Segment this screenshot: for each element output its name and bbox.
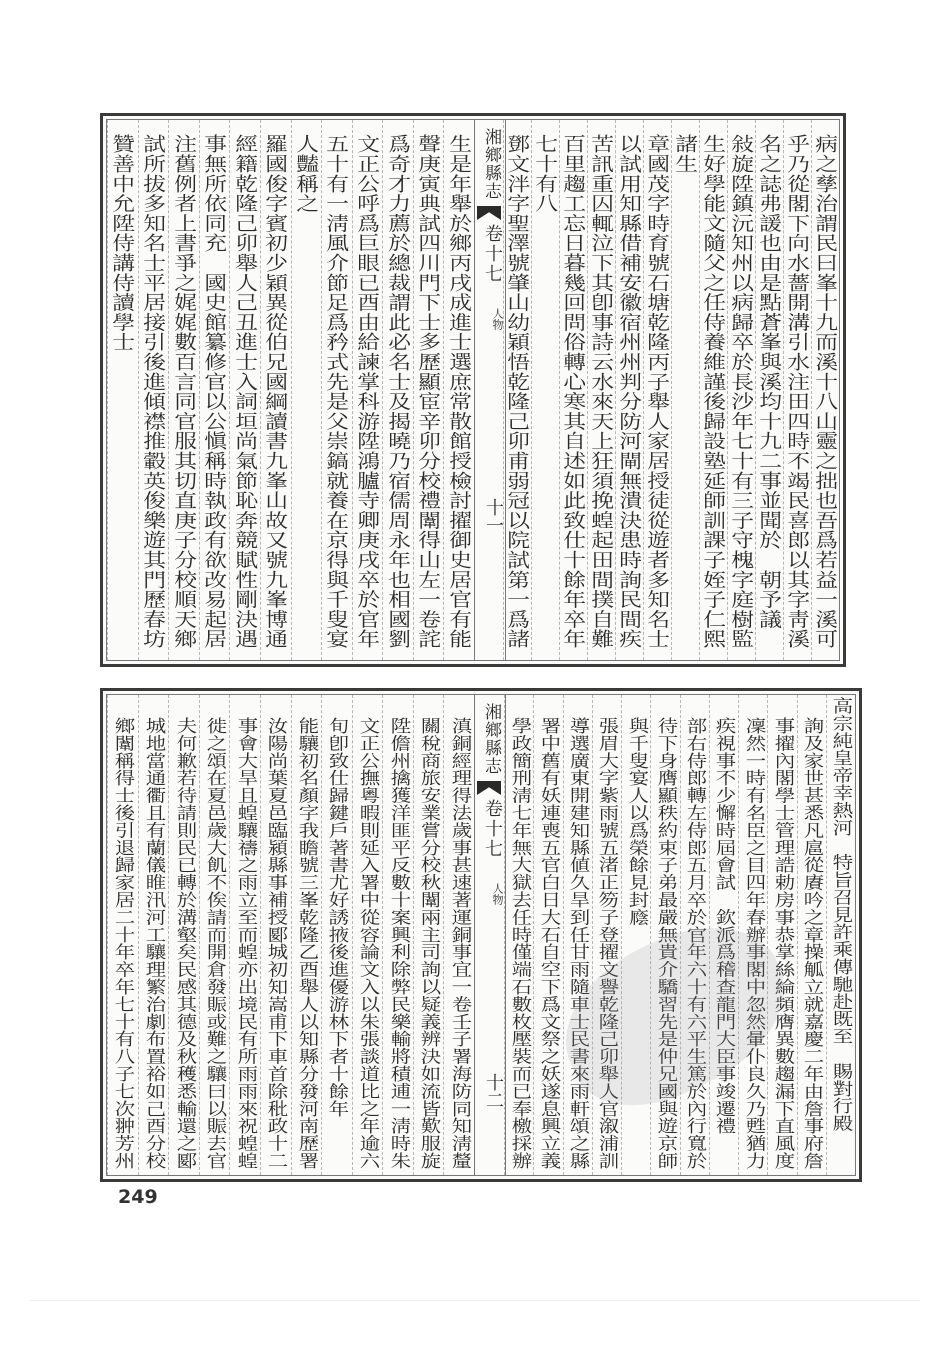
section-label: 人物	[491, 883, 504, 905]
column-text: 試所拔多知名士平居接引後進傾襟推轂英俊樂遊其門歷春坊	[139, 134, 167, 649]
column-text: 部右侍郎轉左侍郎五月卒於官年六十有六平生篤於內行寬於	[682, 717, 707, 1170]
text-column	[443, 120, 474, 660]
text-column	[321, 695, 352, 1175]
column-text: 凜然一時有名臣之目四年春辦事閣中忽然暈仆良久乃甦猶力	[740, 717, 765, 1170]
folio-number: 十二	[483, 1073, 504, 1109]
text-column	[291, 120, 322, 660]
text-column	[587, 120, 615, 660]
text-column	[563, 695, 592, 1175]
column-text: 導選廣東開建知縣値久旱到任甘雨隨車士民書來雨軒頌之縣	[565, 717, 590, 1170]
text-column	[443, 695, 474, 1175]
center-fold-band	[474, 695, 506, 1175]
column-text: 贊善中允陞侍講侍讀學士	[109, 134, 136, 352]
column-text: 張眉大字紫雨號五渚正笏子登擢文譽乾隆己卯舉人官溆浦訓	[594, 717, 619, 1170]
text-column	[643, 120, 671, 660]
book-title: 湘鄉縣志	[481, 128, 501, 200]
column-text: 能驤初名顏字我瞻號三峯乾隆乙酉舉人以知縣分發河南歷署	[293, 717, 318, 1170]
column-text: 五十有一淸風介節足爲矜式先是父崇鎬就養在京得與千叟宴	[323, 134, 350, 649]
column-text: 苦訊重囚輒泣下其卽事詩云水來天上狂須挽蝗起田間撲自難	[587, 134, 615, 649]
text-column	[615, 120, 643, 660]
text-column	[413, 120, 444, 660]
text-column	[531, 120, 559, 660]
column-text: 諸生	[671, 134, 699, 174]
column-text: 鄧文泮字聖澤號肇山幼穎悟乾隆己卯甫弱冠以院試第一爲諸	[503, 134, 531, 649]
column-text: 乎乃從閣下向水薔開溝引水注田四時不竭民喜郎以其字靑溪	[783, 134, 811, 649]
column-text: 以試用知縣借補安徽宿州州判分防河閘無潰決患時詢民間疾	[615, 134, 643, 649]
column-text: 羅國俊字賓初少穎異從伯兄國綱讀書九峯山故又號九峯博通	[261, 134, 289, 649]
column-text: 百里趨工忘日暮幾回問俗轉心寒其自述如此致仕十餘年卒年	[559, 134, 587, 649]
page-number: 249	[118, 1186, 158, 1208]
text-column	[107, 120, 138, 660]
text-column	[797, 695, 826, 1175]
fishtail-mark-icon	[477, 781, 501, 795]
text-column	[107, 695, 138, 1175]
text-column	[699, 120, 727, 660]
text-column	[504, 695, 533, 1175]
column-text: 徙之頌在夏邑歲大飢不俟請而開倉發賑或難之驤曰以賑去官	[201, 717, 226, 1170]
column-text: 高宗純皇帝幸熱河 特旨召見許乘傳馳赴既至 賜對行殿	[828, 697, 853, 1132]
text-column	[168, 695, 199, 1175]
text-column	[826, 695, 855, 1175]
column-text: 七十有八	[531, 134, 559, 214]
column-text: 夫何歉若待請則民已轉於溝壑矣民感其德及秋穫悉輸還之郾	[171, 717, 196, 1170]
text-column	[503, 120, 531, 660]
text-column	[352, 120, 383, 660]
text-column	[321, 120, 352, 660]
text-column	[671, 120, 699, 660]
volume-label: 卷十七	[482, 799, 503, 859]
text-column	[727, 120, 755, 660]
left-half-page	[107, 695, 474, 1175]
text-column	[811, 120, 839, 660]
book-title: 湘鄉縣志	[481, 703, 501, 775]
column-text: 文正公撫粵暇則延入署中從容論文入以朱張談道比之年逾六	[354, 717, 379, 1170]
column-text: 經籍乾隆己卯舉人己丑進士入詞垣尚氣節恥奔競賦性剛決遇	[231, 134, 258, 649]
text-column	[755, 120, 783, 660]
column-text: 疾視事不少懈時屆會試 欽派爲稽查龍門大臣事竣遷禮	[711, 717, 736, 1135]
folio-number: 十一	[483, 498, 504, 534]
text-column	[291, 695, 322, 1175]
text-column	[199, 695, 230, 1175]
folio-panel-top	[100, 113, 846, 667]
column-text: 事會大旱且蝗驤禱之雨立至而蝗亦出境民有所雨雨來祝蝗蝗	[232, 717, 257, 1170]
text-column	[229, 120, 260, 660]
text-column	[559, 120, 587, 660]
text-column	[413, 695, 444, 1175]
text-column	[260, 695, 291, 1175]
volume-label: 卷十七	[482, 224, 503, 284]
column-text: 生是年舉於鄉丙戌成進士選庶常散館授檢討擢御史居官有能	[445, 134, 472, 649]
column-text: 人豔稱之	[292, 134, 319, 214]
column-text: 與千叟宴人以爲榮餘見封廕	[623, 717, 648, 926]
text-column	[138, 120, 169, 660]
column-text: 滇銅經理得法歲事甚速著運銅事宜一卷壬子署海防同知淸釐	[446, 717, 471, 1170]
section-label: 人物	[491, 308, 504, 330]
text-column	[260, 120, 291, 660]
column-text: 敍旋陞鎮沅知州以病歸卒於長沙年七十有三子守槐字庭樹監	[727, 134, 755, 649]
text-column	[352, 695, 383, 1175]
right-half-page	[504, 120, 839, 660]
column-text: 汝陽尚葉夏邑臨潁縣事補授郾城初知嵩甫下車首除秕政十二	[263, 717, 288, 1170]
fishtail-mark-icon	[477, 206, 501, 220]
column-text: 陞儋州擒獲洋匪平反數十案興利除弊民樂輸將積逋一淸時朱	[385, 717, 410, 1170]
column-text: 學政簡刑淸七年無大獄去任時僅端石數枚壓裝而已奉檄採辦	[506, 717, 531, 1170]
column-text: 事無所依同充 國史館纂修官以公愼稱時執政有欲改易起居	[200, 134, 228, 649]
text-column	[767, 695, 796, 1175]
left-half-page	[107, 120, 474, 660]
column-text: 署中舊有妖連喪五官白日大石自空下爲文祭之妖遂息興立義	[535, 717, 560, 1170]
page-edge-divider	[30, 1300, 920, 1301]
text-column	[382, 695, 413, 1175]
column-text: 文正公呼爲巨眼已酉由給諫掌科游陞鴻臚寺卿庚戌卒於官年	[353, 134, 381, 649]
column-text: 名之誌弗諼也由是點蒼峯與溪均十九二事並聞於 朝予議	[755, 134, 783, 629]
text-column	[199, 120, 230, 660]
column-text: 章國茂字時育號石塘乾隆丙子舉人家居授徒從遊者多知名士	[643, 134, 671, 649]
column-text: 注舊例者上書爭之娓娓數百言同官服其切直庚子分校順天鄉	[170, 134, 197, 649]
column-text: 聲庚寅典試四川門下士多歷顯宦辛卯分校禮闈得山左一卷詫	[414, 134, 442, 649]
panel-inner-frame	[106, 119, 840, 661]
column-text: 詢及家世甚悉凡扈從賡吟之章操觚立就嘉慶二年由詹事府詹	[799, 717, 824, 1170]
column-text: 待下身膺顯秩約束子弟最嚴無貴介驕習先是仲兄國與遊京師	[652, 717, 677, 1170]
column-text: 城地當通衢且有蘭儀睢汛河工驤理繁治劇布置裕如己酉分校	[140, 717, 165, 1170]
column-text: 病之孳治謂民曰峯十九而溪十八山靈之拙也吾爲若益一溪可	[811, 134, 839, 649]
text-column	[382, 120, 413, 660]
column-text: 旬卽致仕歸鍵戶著書尤好誘掖後進優游林下者十餘年	[324, 717, 349, 1118]
column-text: 事擢內閣學士管理誥勅房事恭掌絲綸頻膺異數趨漏下直風度	[769, 717, 794, 1170]
text-column	[533, 695, 562, 1175]
text-column	[168, 120, 199, 660]
column-text: 鄉闈稱得士後引退歸家居二十年卒年七十有八子七次翀芳州	[110, 717, 135, 1170]
column-text: 生好學能文隨父之任侍養維謹後歸設塾延師訓課子姪子仁熙	[699, 134, 727, 649]
text-column	[138, 695, 169, 1175]
column-text: 爲奇才力薦於總裁謂此必名士及揭曉乃宿儒周永年也相國劉	[384, 134, 411, 649]
column-text: 關稅商旅安業嘗分校秋闈兩主司詢以疑義辨決如流皆歎服旋	[416, 717, 441, 1170]
text-column	[783, 120, 811, 660]
text-column	[229, 695, 260, 1175]
